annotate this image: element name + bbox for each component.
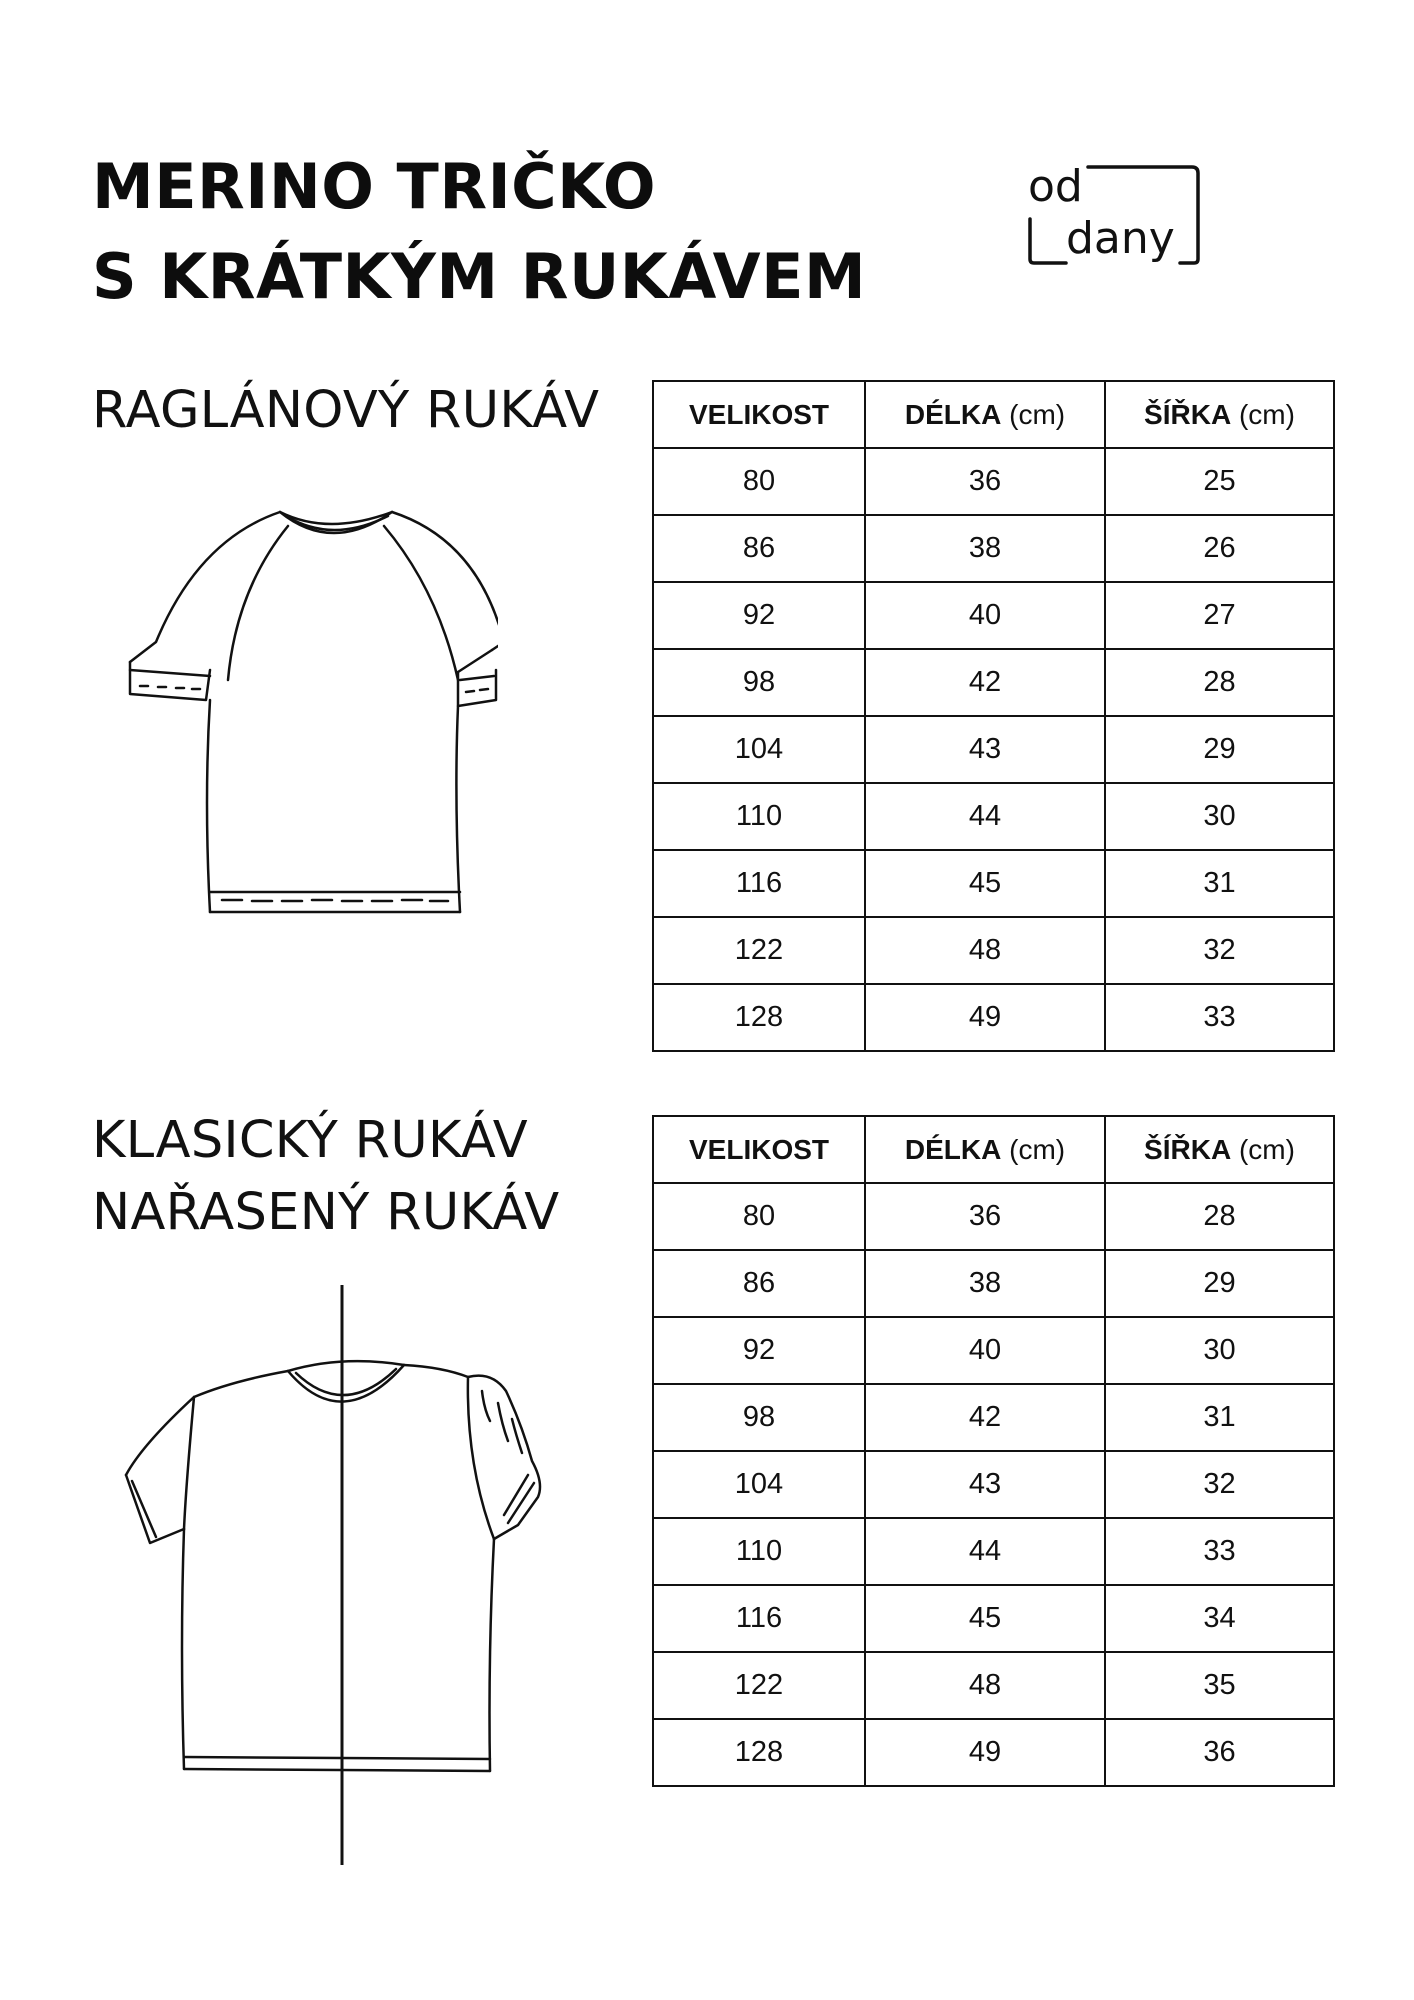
length-cell: 48 — [865, 1652, 1105, 1719]
header-width: ŠÍŘKA (cm) — [1105, 381, 1334, 448]
section-heading-classic — [92, 1105, 559, 1249]
section-heading-raglan — [92, 375, 599, 447]
width-cell: 35 — [1105, 1652, 1334, 1719]
size-cell: 110 — [653, 1518, 865, 1585]
heading-line: KLASICKÝ RUKÁV — [92, 1111, 528, 1170]
width-cell: 36 — [1105, 1719, 1334, 1786]
table-row — [653, 1183, 1334, 1250]
table-row — [653, 1585, 1334, 1652]
header-size: VELIKOST — [653, 381, 865, 448]
size-table-classic — [652, 1115, 1335, 1787]
width-cell: 33 — [1105, 1518, 1334, 1585]
length-cell: 38 — [865, 515, 1105, 582]
table-row — [653, 1384, 1334, 1451]
title-line-2: S KRÁTKÝM RUKÁVEM — [92, 240, 867, 313]
table-row — [653, 716, 1334, 783]
heading-line: RAGLÁNOVÝ RUKÁV — [92, 381, 600, 440]
length-cell: 36 — [865, 448, 1105, 515]
width-cell: 32 — [1105, 917, 1334, 984]
width-cell: 33 — [1105, 984, 1334, 1051]
page-title — [92, 142, 866, 322]
table-row — [653, 1250, 1334, 1317]
size-cell: 80 — [653, 448, 865, 515]
table-row — [653, 1518, 1334, 1585]
table-row — [653, 1451, 1334, 1518]
width-cell: 30 — [1105, 783, 1334, 850]
table-row — [653, 1719, 1334, 1786]
table-header-row — [653, 381, 1334, 448]
length-cell: 49 — [865, 1719, 1105, 1786]
table-header-row — [653, 1116, 1334, 1183]
size-cell: 128 — [653, 1719, 865, 1786]
width-cell: 28 — [1105, 1183, 1334, 1250]
table-row — [653, 783, 1334, 850]
title-line-1: MERINO TRIČKO — [92, 150, 657, 223]
length-cell: 42 — [865, 1384, 1105, 1451]
table-row — [653, 448, 1334, 515]
width-cell: 34 — [1105, 1585, 1334, 1652]
length-cell: 44 — [865, 783, 1105, 850]
classic-puff-sleeve-tshirt-drawing — [112, 1285, 574, 1865]
size-cell: 80 — [653, 1183, 865, 1250]
width-cell: 28 — [1105, 649, 1334, 716]
length-cell: 43 — [865, 716, 1105, 783]
length-cell: 38 — [865, 1250, 1105, 1317]
size-cell: 92 — [653, 1317, 865, 1384]
logo-word-1: od — [1028, 163, 1083, 212]
size-cell: 98 — [653, 1384, 865, 1451]
length-cell: 40 — [865, 1317, 1105, 1384]
size-cell: 116 — [653, 850, 865, 917]
length-cell: 43 — [865, 1451, 1105, 1518]
size-cell: 122 — [653, 1652, 865, 1719]
table-row — [653, 515, 1334, 582]
table-row — [653, 850, 1334, 917]
heading-line: NAŘASENÝ RUKÁV — [92, 1183, 560, 1242]
size-cell: 128 — [653, 984, 865, 1051]
length-cell: 49 — [865, 984, 1105, 1051]
header-size: VELIKOST — [653, 1116, 865, 1183]
table-row — [653, 582, 1334, 649]
size-cell: 110 — [653, 783, 865, 850]
table-row — [653, 984, 1334, 1051]
size-cell: 116 — [653, 1585, 865, 1652]
length-cell: 48 — [865, 917, 1105, 984]
length-cell: 45 — [865, 1585, 1105, 1652]
width-cell: 27 — [1105, 582, 1334, 649]
size-cell: 98 — [653, 649, 865, 716]
table-row — [653, 1652, 1334, 1719]
size-cell: 92 — [653, 582, 865, 649]
width-cell: 25 — [1105, 448, 1334, 515]
width-cell: 31 — [1105, 1384, 1334, 1451]
width-cell: 30 — [1105, 1317, 1334, 1384]
width-cell: 29 — [1105, 1250, 1334, 1317]
size-cell: 122 — [653, 917, 865, 984]
header-length: DÉLKA (cm) — [865, 381, 1105, 448]
size-cell: 86 — [653, 515, 865, 582]
size-cell: 104 — [653, 1451, 865, 1518]
width-cell: 29 — [1105, 716, 1334, 783]
size-cell: 86 — [653, 1250, 865, 1317]
length-cell: 40 — [865, 582, 1105, 649]
header-width: ŠÍŘKA (cm) — [1105, 1116, 1334, 1183]
width-cell: 32 — [1105, 1451, 1334, 1518]
raglan-tshirt-drawing — [118, 500, 498, 940]
brand-logo — [1026, 163, 1204, 267]
logo-word-2: dany — [1066, 213, 1175, 264]
length-cell: 45 — [865, 850, 1105, 917]
length-cell: 36 — [865, 1183, 1105, 1250]
length-cell: 42 — [865, 649, 1105, 716]
table-row — [653, 649, 1334, 716]
length-cell: 44 — [865, 1518, 1105, 1585]
header-length: DÉLKA (cm) — [865, 1116, 1105, 1183]
table-row — [653, 1317, 1334, 1384]
table-row — [653, 917, 1334, 984]
size-cell: 104 — [653, 716, 865, 783]
size-table-raglan — [652, 380, 1335, 1052]
width-cell: 31 — [1105, 850, 1334, 917]
width-cell: 26 — [1105, 515, 1334, 582]
